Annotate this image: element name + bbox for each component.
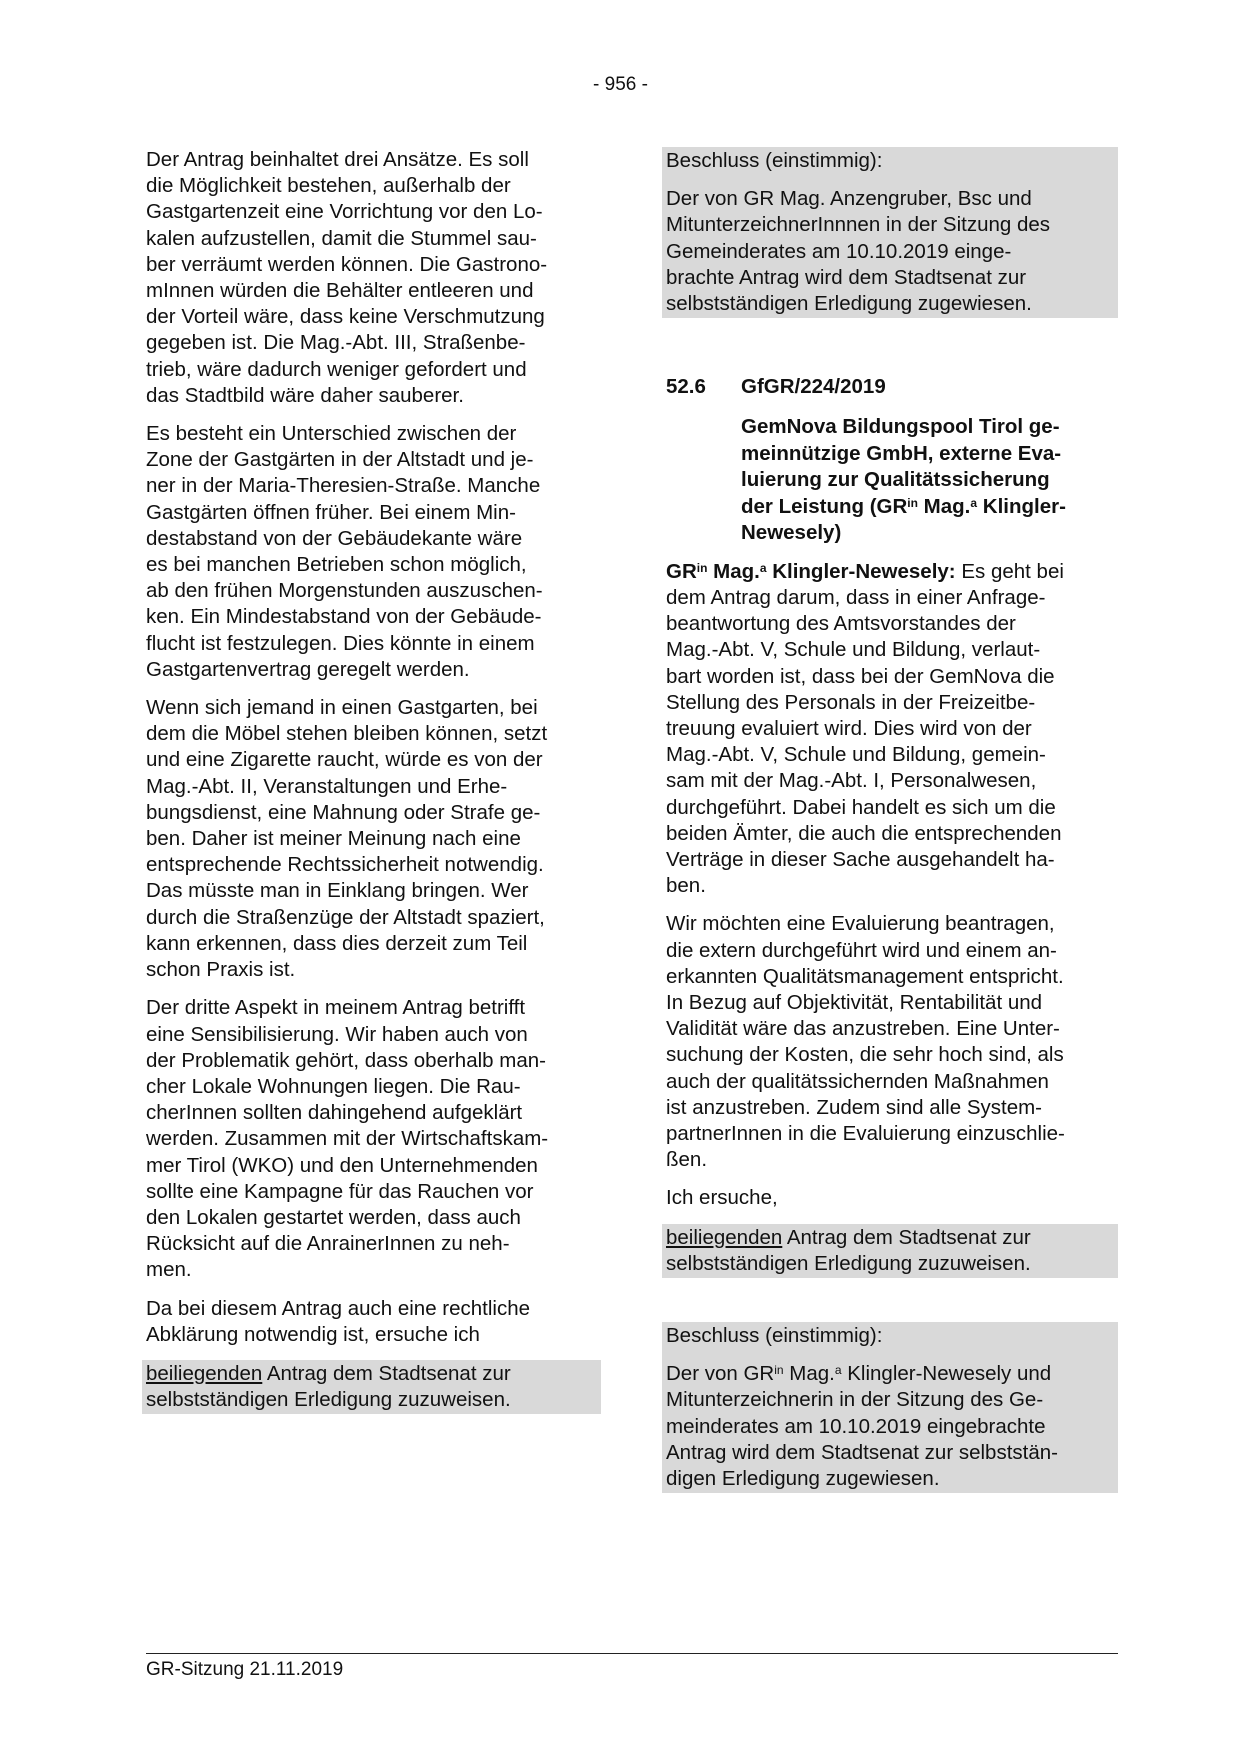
left-column [146,147,601,1414]
speech-paragraph: $GR^{in}$ Mag.$^a$ Klingler-Newesely: Es geht bei dem Antrag darum, dass in einer Anfrage- beantwortung des Amtsvorstandes der Mag.-Abt. V, Schule und Bildung, verlaut- bart worden ist, dass bei der GemNova die Stellung des Personals in der Freizeitbe- treuung evaluiert wird. Dies wird von der Mag.-Abt. V, Schule und Bildung, gemein- sam mit der Mag.-Abt. I, Personalwesen, durchgeführt. Dabei handelt es sich um die beiden Ämter, die auch die entsprechenden Verträge in dieser Sache ausgehandelt ha- ben. [666,559,1064,898]
decision-text: Der von $GR^{in}$ Mag.$^a$ Klingler-Newesely und Mitunterzeichnerin in der Sitzung des Ge- meinderates am 10.10.2019 eingebrachte Antrag wird dem Stadtsenat zur selbststän- digen Erledigung zugewiesen. [666,1362,1058,1491]
footer-text: GR-Sitzung 21.11.2019 [146,1659,344,1680]
request-text: beiliegenden Antrag dem Stadtsenat zur selbstständigen Erledigung zuzuweisen. [666,1225,1031,1275]
request-box [142,1360,601,1414]
footer-divider [146,1653,1118,1654]
agenda-item-header [666,374,1118,400]
agenda-item-code: GfGR/224/2019 [741,375,886,399]
agenda-item-number: 52.6 [666,375,706,399]
right-column [666,147,1118,1493]
paragraph: Wenn sich jemand in einen Gastgarten, bei dem die Möbel stehen bleiben können, setzt und eine Zigarette raucht, würde es von der Mag.-Abt. II, Veranstaltungen und Erhe- bungsdienst, eine Mahnung oder Strafe ge- ben. Daher ist meiner Meinung nach eine entsprechende Rechtssicherheit notwendig. Das müsste man in Einklang bringen. Wer durch die Straßenzüge der Altstadt spaziert, kann erkennen, dass dies derzeit zum Teil schon Praxis ist. [146,696,548,982]
decision-box [662,1322,1118,1493]
paragraph: Der Antrag beinhaltet drei Ansätze. Es soll die Möglichkeit bestehen, außerhalb der Gastgartenzeit eine Vorrichtung vor den Lo- kalen aufzustellen, damit die Stummel sau- ber verräumt werden können. Die Gastrono- mInnen würden die Behälter entleeren und der Vorteil wäre, dass keine Verschmutzung gegeben ist. Die Mag.-Abt. III, Straßenbe- trieb, wäre dadurch weniger gefordert und das Stadtbild wäre daher sauberer. [146,148,548,407]
paragraph: Es besteht ein Unterschied zwischen der Zone der Gastgärten in der Altstadt und je- ner in der Maria-Theresien-Straße. Manche Gastgärten öffnen früher. Bei einem Min- destabstand von der Gebäudekante wäre es bei manchen Betrieben schon möglich, ab den frühen Morgenstunden auszuschen- ken. Ein Mindestabstand von der Gebäude- flucht ist festzulegen. Dies könnte in einem Gastgartenvertrag geregelt werden. [146,422,543,681]
speech-paragraph: Ich ersuche, [666,1186,778,1210]
request-box [662,1224,1118,1278]
request-text: beiliegenden Antrag dem Stadtsenat zur selbstständigen Erledigung zuzuweisen. [146,1361,511,1412]
decision-heading: Beschluss (einstimmig): [666,149,883,172]
agenda-item-title: GemNova Bildungspool Tirol ge- meinnützige GmbH, externe Eva- luierung zur Qualitätssicherung der Leistung ($GR^{in}$ Mag.$^a$ Klingler- Newesely) [741,415,1066,545]
page-number: - 956 - [593,74,648,95]
speaker-name: $GR^{in}$ Mag.$^a$ Klingler-Newesely: [666,559,956,583]
decision-heading: Beschluss (einstimmig): [666,1324,883,1347]
request-underlined: beiliegenden [666,1225,783,1249]
paragraph: Der dritte Aspekt in meinem Antrag betrifft eine Sensibilisierung. Wir haben auch von der Problematik gehört, dass oberhalb man- cher Lokale Wohnungen liegen. Die Rau- cherInnen sollten dahingehend aufgeklärt werden. Zusammen mit der Wirtschaftskam- mer Tirol (WKO) und den Unternehmenden sollte eine Kampagne für das Rauchen vor den Lokalen gestartet werden, dass auch Rücksicht auf die AnrainerInnen zu neh- men. [146,996,549,1282]
paragraph: Da bei diesem Antrag auch eine rechtliche Abklärung notwendig ist, ersuche ich [146,1296,531,1346]
speech-paragraph: Wir möchten eine Evaluierung beantragen, die extern durchgeführt wird und einem an- erkannten Qualitätsmanagement entspricht. In Bezug auf Objektivität, Rentabilität und Validität wäre das anzustreben. Eine Unter- suchung der Kosten, die sehr hoch sind, als auch der qualitätssichernden Maßnahmen ist anzustreben. Zudem sind alle System- partnerInnen in die Evaluierung einzuschlie- ßen. [666,912,1065,1172]
decision-text: Der von GR Mag. Anzengruber, Bsc und MitunterzeichnerInnnen in der Sitzung des Gemeinderates am 10.10.2019 einge- brachte Antrag wird dem Stadtsenat zur selbstständigen Erledigung zugewiesen. [666,187,1051,316]
request-underlined: beiliegenden [146,1361,263,1385]
decision-box [662,147,1118,318]
